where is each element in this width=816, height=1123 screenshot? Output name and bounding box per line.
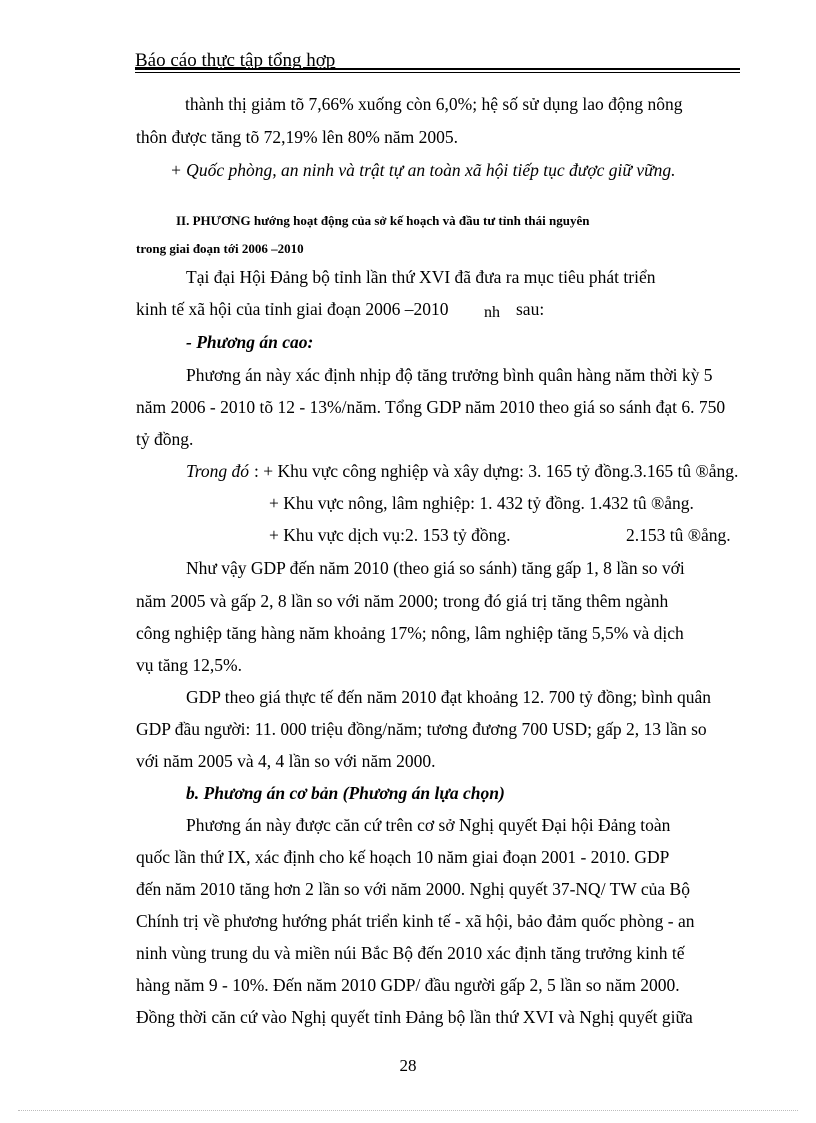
body-line: năm 2005 và gấp 2, 8 lần so với năm 2000; trong đó giá trị tăng thêm ngành xyxy=(136,591,669,611)
body-line: Như vậy GDP đến năm 2010 (theo giá so sánh) tăng gấp 1, 8 lần so với xyxy=(186,558,685,578)
body-line: công nghiệp tăng hàng năm khoảng 17%; nông, lâm nghiệp tăng 5,5% và dịch xyxy=(136,623,684,643)
section-heading: II. PHƯƠNG hướng hoạt động của sở kế hoạch và đầu tư tỉnh thái nguyên xyxy=(176,213,590,228)
subheading-plan-basic: b. Phương án cơ bản (Phương án lựa chọn) xyxy=(186,783,505,803)
body-line: Tại đại Hội Đảng bộ tỉnh lần thứ XVI đã đưa ra mục tiêu phát triển xyxy=(186,267,656,287)
body-line: Chính trị về phương hướng phát triển kinh tế - xã hội, bảo đảm quốc phòng - an xyxy=(136,911,695,931)
page-number: 28 xyxy=(399,1056,417,1075)
body-line: + Khu vực nông, lâm nghiệp: 1. 432 tỷ đồng. 1.432 tû ®ång. xyxy=(269,493,694,513)
body-line: với năm 2005 và 4, 4 lần so với năm 2000. xyxy=(136,751,436,771)
body-line: : + Khu vực công nghiệp và xây dựng: 3. 165 tỷ đồng.3.165 tû ®ång. xyxy=(254,461,739,481)
body-line: hàng năm 9 - 10%. Đến năm 2010 GDP/ đầu người gấp 2, 5 lần so năm 2000. xyxy=(136,975,680,995)
subheading-plan-high: - Phương án cao: xyxy=(186,332,314,352)
body-line: Phương án này xác định nhịp độ tăng trưởng bình quân hàng năm thời kỳ 5 xyxy=(186,365,713,385)
body-line: tỷ đồng. xyxy=(136,429,194,449)
body-line: GDP đầu người: 11. 000 triệu đồng/năm; tương đương 700 USD; gấp 2, 13 lần so xyxy=(136,719,707,739)
page-header-title: Báo cáo thực tập tổng hợp xyxy=(135,50,336,71)
body-line: kinh tế xã hội của tỉnh giai đoạn 2006 –2010 xyxy=(136,299,449,319)
body-line: Phương án này được căn cứ trên cơ sở Nghị quyết Đại hội Đảng toàn xyxy=(186,815,671,835)
section-heading-cont: trong giai đoạn tới 2006 –2010 xyxy=(136,241,304,256)
body-line: + Khu vực dịch vụ:2. 153 tỷ đồng. xyxy=(269,525,511,545)
body-line: 2.153 tû ®ång. xyxy=(626,525,731,545)
body-line: quốc lần thứ IX, xác định cho kế hoạch 10 năm giai đoạn 2001 - 2010. GDP xyxy=(136,847,670,867)
body-line-italic: + Quốc phòng, an ninh và trật tự an toàn xã hội tiếp tục được giữ vững. xyxy=(170,160,676,180)
body-line: thôn được tăng tõ 72,19% lên 80% năm 2005. xyxy=(136,127,459,147)
body-line: ninh vùng trung du và miền núi Bắc Bộ đến 2010 xác định tăng trưởng kinh tế xyxy=(136,943,685,963)
body-line: thành thị giảm tõ 7,66% xuống còn 6,0%; hệ số sử dụng lao động nông xyxy=(185,94,683,114)
body-line: Đồng thời căn cứ vào Nghị quyết tỉnh Đảng bộ lần thứ XVI và Nghị quyết giữa xyxy=(136,1007,693,1027)
body-line: vụ tăng 12,5%. xyxy=(136,655,242,675)
stray-fragment: nh xyxy=(484,304,500,321)
label-trong-do: Trong đó xyxy=(186,461,250,481)
body-line: năm 2006 - 2010 tõ 12 - 13%/năm. Tổng GDP năm 2010 theo giá so sánh đạt 6. 750 xyxy=(136,397,726,417)
body-line: sau: xyxy=(516,299,545,319)
page-bottom-border xyxy=(18,1110,798,1111)
body-line: đến năm 2010 tăng hơn 2 lần so với năm 2000. Nghị quyết 37-NQ/ TW của Bộ xyxy=(136,879,690,899)
body-line: GDP theo giá thực tế đến năm 2010 đạt khoảng 12. 700 tỷ đồng; bình quân xyxy=(186,687,712,707)
header-underline xyxy=(135,68,740,73)
